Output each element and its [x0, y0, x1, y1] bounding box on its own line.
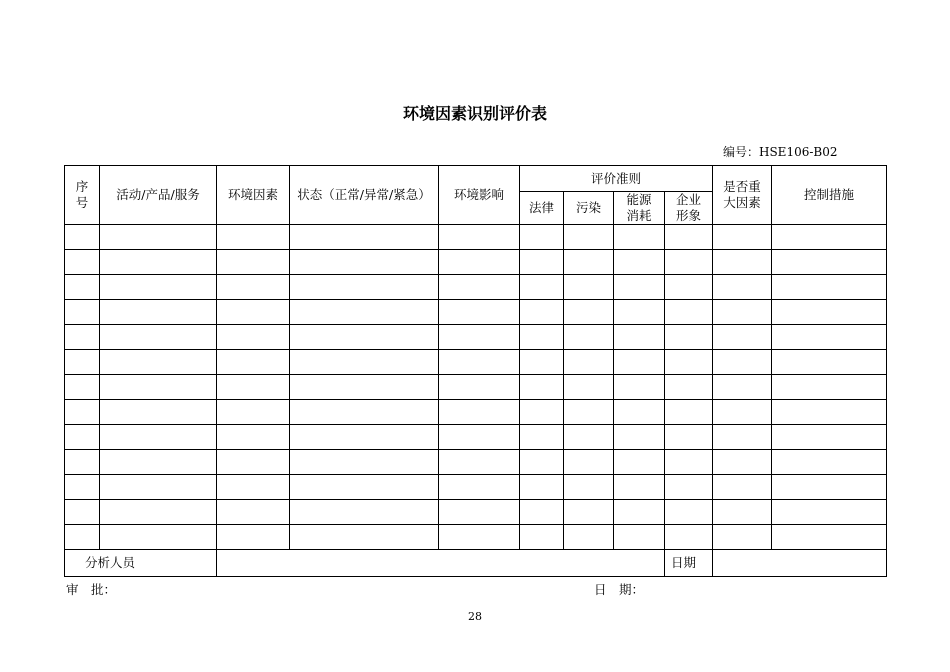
cell-seq[interactable] [65, 300, 100, 325]
cell-state[interactable] [290, 250, 439, 275]
table-row [65, 225, 887, 250]
cell-major-factor[interactable] [713, 250, 772, 275]
cell-law[interactable] [520, 250, 564, 275]
cell-env-factor[interactable] [217, 525, 290, 550]
cell-env-impact[interactable] [439, 450, 520, 475]
cell-seq[interactable] [65, 325, 100, 350]
cell-env-factor[interactable] [217, 225, 290, 250]
cell-major-factor[interactable] [713, 350, 772, 375]
cell-activity[interactable] [100, 350, 217, 375]
cell-env-impact[interactable] [439, 225, 520, 250]
form-code: 编号：HSE106-B02 [723, 145, 838, 159]
cell-state[interactable] [290, 425, 439, 450]
cell-env-factor[interactable] [217, 500, 290, 525]
header-seq: 序 号 [65, 166, 100, 225]
approval-label: 审 批： [66, 582, 117, 597]
cell-env-impact[interactable] [439, 375, 520, 400]
table-row [65, 275, 887, 300]
date-label: 日期 [665, 550, 713, 577]
analyst-label: 分析人员 [65, 550, 217, 577]
cell-seq[interactable] [65, 350, 100, 375]
cell-major-factor[interactable] [713, 300, 772, 325]
cell-energy[interactable] [614, 475, 665, 500]
cell-activity[interactable] [100, 375, 217, 400]
cell-env-factor[interactable] [217, 400, 290, 425]
cell-corporate-image[interactable] [665, 375, 713, 400]
cell-law[interactable] [520, 525, 564, 550]
table-row [65, 525, 887, 550]
footer-row [65, 550, 887, 577]
cell-seq[interactable] [65, 375, 100, 400]
cell-major-factor[interactable] [713, 325, 772, 350]
cell-energy[interactable] [614, 525, 665, 550]
cell-activity[interactable] [100, 225, 217, 250]
cell-env-impact[interactable] [439, 475, 520, 500]
table-row [65, 325, 887, 350]
cell-control[interactable] [772, 275, 887, 300]
cell-pollution[interactable] [564, 250, 614, 275]
cell-corporate-image[interactable] [665, 225, 713, 250]
cell-control[interactable] [772, 325, 887, 350]
cell-corporate-image[interactable] [665, 275, 713, 300]
cell-env-impact[interactable] [439, 300, 520, 325]
cell-env-factor[interactable] [217, 425, 290, 450]
cell-corporate-image[interactable] [665, 300, 713, 325]
approval-date-label: 日 期： [594, 582, 645, 597]
cell-energy[interactable] [614, 250, 665, 275]
cell-energy[interactable] [614, 400, 665, 425]
cell-control[interactable] [772, 450, 887, 475]
cell-control[interactable] [772, 475, 887, 500]
cell-energy[interactable] [614, 300, 665, 325]
cell-seq[interactable] [65, 475, 100, 500]
cell-pollution[interactable] [564, 325, 614, 350]
header-corporate-image: 企业 形象 [665, 192, 713, 225]
cell-law[interactable] [520, 275, 564, 300]
cell-pollution[interactable] [564, 450, 614, 475]
cell-pollution[interactable] [564, 400, 614, 425]
header-state: 状态（正常/异常/紧急） [290, 166, 439, 225]
cell-state[interactable] [290, 450, 439, 475]
cell-seq[interactable] [65, 500, 100, 525]
cell-major-factor[interactable] [713, 475, 772, 500]
analyst-field[interactable] [217, 550, 665, 577]
cell-energy[interactable] [614, 375, 665, 400]
cell-control[interactable] [772, 375, 887, 400]
cell-activity[interactable] [100, 500, 217, 525]
cell-activity[interactable] [100, 250, 217, 275]
cell-seq[interactable] [65, 250, 100, 275]
cell-seq[interactable] [65, 225, 100, 250]
cell-corporate-image[interactable] [665, 525, 713, 550]
table-row [65, 475, 887, 500]
cell-major-factor[interactable] [713, 375, 772, 400]
cell-energy[interactable] [614, 500, 665, 525]
cell-env-impact[interactable] [439, 250, 520, 275]
cell-env-impact[interactable] [439, 325, 520, 350]
cell-seq[interactable] [65, 400, 100, 425]
cell-energy[interactable] [614, 325, 665, 350]
cell-seq[interactable] [65, 525, 100, 550]
cell-state[interactable] [290, 525, 439, 550]
cell-energy[interactable] [614, 425, 665, 450]
cell-env-impact[interactable] [439, 500, 520, 525]
cell-seq[interactable] [65, 450, 100, 475]
cell-env-factor[interactable] [217, 250, 290, 275]
cell-activity[interactable] [100, 325, 217, 350]
cell-activity[interactable] [100, 525, 217, 550]
cell-pollution[interactable] [564, 475, 614, 500]
table-row [65, 425, 887, 450]
cell-state[interactable] [290, 375, 439, 400]
table-row [65, 500, 887, 525]
cell-env-factor[interactable] [217, 300, 290, 325]
header-law: 法律 [520, 192, 564, 225]
table-row [65, 400, 887, 425]
header-env-factor: 环境因素 [217, 166, 290, 225]
cell-state[interactable] [290, 325, 439, 350]
cell-corporate-image[interactable] [665, 250, 713, 275]
cell-law[interactable] [520, 300, 564, 325]
cell-corporate-image[interactable] [665, 425, 713, 450]
cell-activity[interactable] [100, 300, 217, 325]
cell-pollution[interactable] [564, 500, 614, 525]
cell-activity[interactable] [100, 275, 217, 300]
cell-env-impact[interactable] [439, 425, 520, 450]
table-row [65, 350, 887, 375]
cell-energy[interactable] [614, 450, 665, 475]
cell-env-factor[interactable] [217, 475, 290, 500]
cell-law[interactable] [520, 225, 564, 250]
document-title: 环境因素识别评价表 [402, 104, 547, 123]
cell-corporate-image[interactable] [665, 475, 713, 500]
cell-pollution[interactable] [564, 375, 614, 400]
cell-state[interactable] [290, 225, 439, 250]
cell-pollution[interactable] [564, 275, 614, 300]
cell-env-impact[interactable] [439, 400, 520, 425]
cell-env-factor[interactable] [217, 325, 290, 350]
cell-law[interactable] [520, 325, 564, 350]
cell-pollution[interactable] [564, 425, 614, 450]
table-row [65, 250, 887, 275]
cell-control[interactable] [772, 500, 887, 525]
cell-law[interactable] [520, 350, 564, 375]
cell-state[interactable] [290, 400, 439, 425]
cell-activity[interactable] [100, 450, 217, 475]
cell-major-factor[interactable] [713, 400, 772, 425]
cell-state[interactable] [290, 350, 439, 375]
cell-law[interactable] [520, 375, 564, 400]
cell-seq[interactable] [65, 275, 100, 300]
header-pollution: 污染 [564, 192, 614, 225]
cell-env-impact[interactable] [439, 350, 520, 375]
cell-energy[interactable] [614, 350, 665, 375]
evaluation-table [64, 165, 887, 577]
cell-state[interactable] [290, 500, 439, 525]
cell-env-impact[interactable] [439, 525, 520, 550]
cell-control[interactable] [772, 350, 887, 375]
cell-law[interactable] [520, 475, 564, 500]
table-row [65, 300, 887, 325]
header-control: 控制措施 [772, 166, 887, 225]
cell-major-factor[interactable] [713, 425, 772, 450]
header-env-impact: 环境影响 [439, 166, 520, 225]
cell-major-factor[interactable] [713, 450, 772, 475]
page-number: 28 [468, 610, 482, 623]
cell-env-impact[interactable] [439, 275, 520, 300]
cell-law[interactable] [520, 450, 564, 475]
cell-pollution[interactable] [564, 300, 614, 325]
cell-activity[interactable] [100, 400, 217, 425]
cell-energy[interactable] [614, 275, 665, 300]
cell-energy[interactable] [614, 225, 665, 250]
cell-control[interactable] [772, 400, 887, 425]
date-field[interactable] [713, 550, 887, 577]
cell-corporate-image[interactable] [665, 450, 713, 475]
cell-law[interactable] [520, 400, 564, 425]
cell-state[interactable] [290, 475, 439, 500]
table-row [65, 450, 887, 475]
cell-control[interactable] [772, 525, 887, 550]
cell-corporate-image[interactable] [665, 400, 713, 425]
cell-activity[interactable] [100, 425, 217, 450]
header-energy: 能源 消耗 [614, 192, 665, 225]
cell-control[interactable] [772, 225, 887, 250]
cell-corporate-image[interactable] [665, 325, 713, 350]
cell-control[interactable] [772, 300, 887, 325]
cell-env-factor[interactable] [217, 450, 290, 475]
table-row [65, 375, 887, 400]
cell-pollution[interactable] [564, 225, 614, 250]
cell-env-factor[interactable] [217, 350, 290, 375]
cell-corporate-image[interactable] [665, 350, 713, 375]
cell-law[interactable] [520, 425, 564, 450]
cell-activity[interactable] [100, 475, 217, 500]
cell-env-factor[interactable] [217, 275, 290, 300]
cell-env-factor[interactable] [217, 375, 290, 400]
cell-major-factor[interactable] [713, 275, 772, 300]
cell-major-factor[interactable] [713, 225, 772, 250]
cell-state[interactable] [290, 275, 439, 300]
cell-major-factor[interactable] [713, 500, 772, 525]
cell-seq[interactable] [65, 425, 100, 450]
cell-control[interactable] [772, 250, 887, 275]
header-activity: 活动/产品/服务 [100, 166, 217, 225]
cell-pollution[interactable] [564, 350, 614, 375]
cell-law[interactable] [520, 500, 564, 525]
cell-state[interactable] [290, 300, 439, 325]
cell-major-factor[interactable] [713, 525, 772, 550]
cell-control[interactable] [772, 425, 887, 450]
header-criteria: 评价准则 [520, 166, 713, 192]
header-row-1 [65, 166, 887, 192]
header-major-factor: 是否重 大因素 [713, 166, 772, 225]
cell-corporate-image[interactable] [665, 500, 713, 525]
cell-pollution[interactable] [564, 525, 614, 550]
